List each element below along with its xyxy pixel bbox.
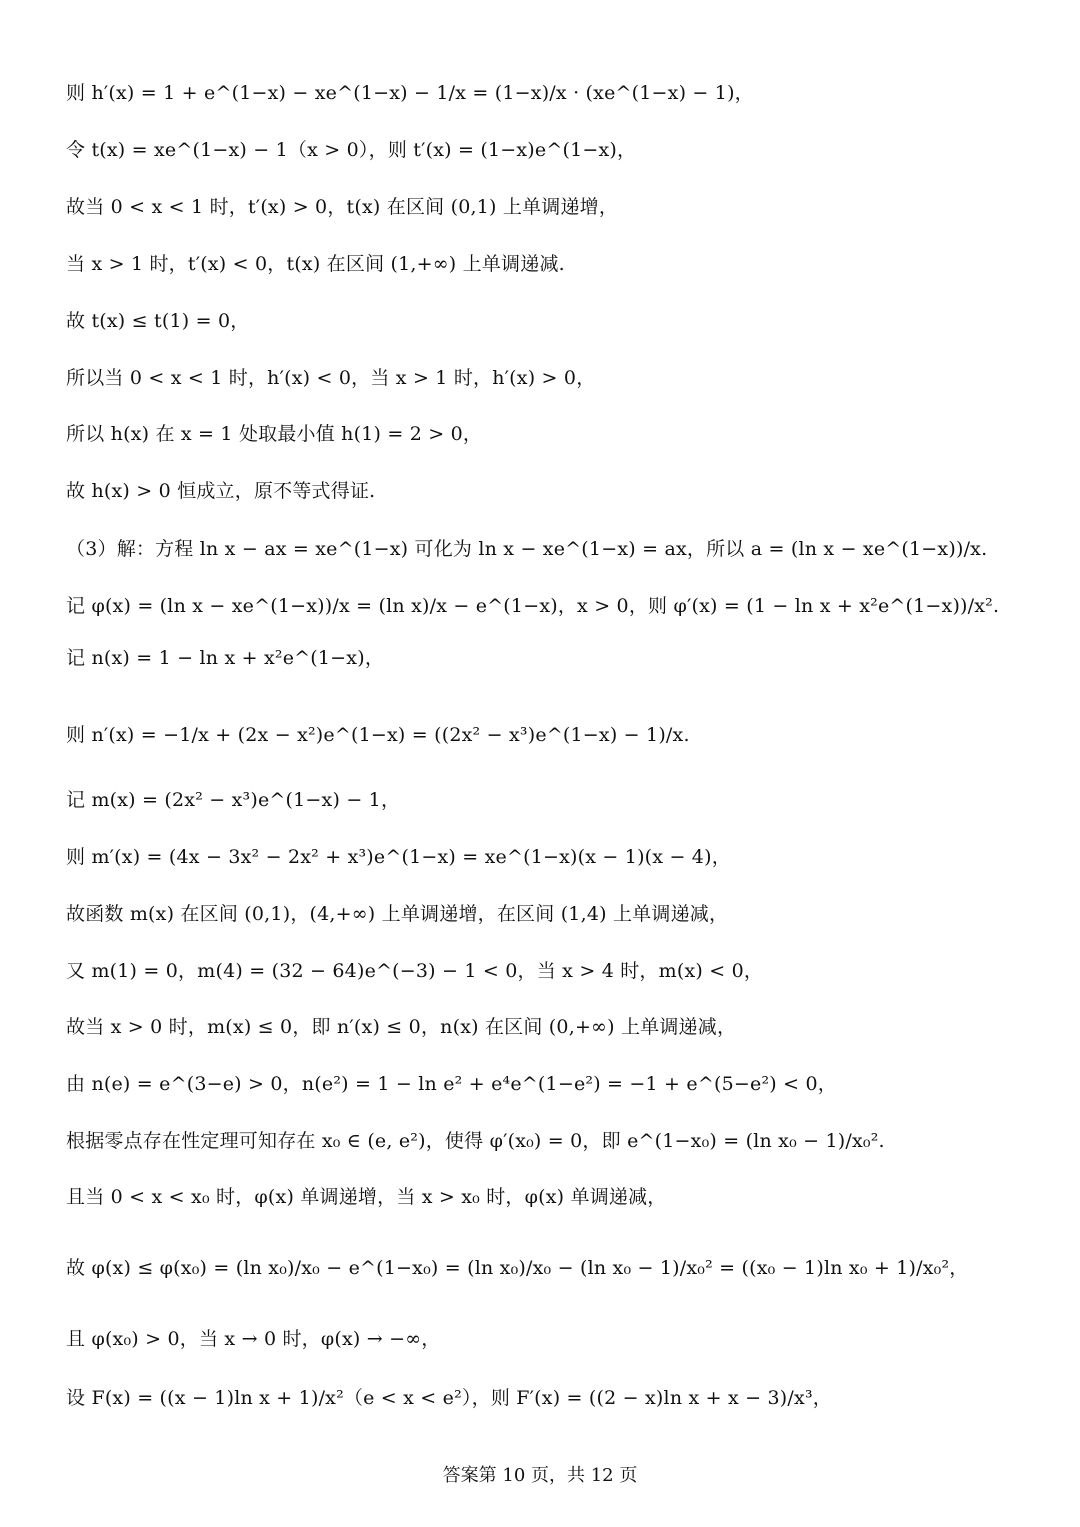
solution-line: 当 x > 1 时，t′(x) < 0，t(x) 在区间 (1,+∞) 上单调递减. — [66, 253, 565, 275]
solution-line: 故函数 m(x) 在区间 (0,1)，(4,+∞) 上单调递增，在区间 (1,4) 上单调递减， — [66, 903, 729, 925]
solution-line: 故 t(x) ≤ t(1) = 0， — [66, 310, 250, 332]
solution-line: 令 t(x) = xe^(1−x) − 1（x > 0），则 t′(x) = (1−x)e^(1−x)， — [66, 139, 637, 161]
solution-line: 所以当 0 < x < 1 时，h′(x) < 0，当 x > 1 时，h′(x) > 0， — [66, 367, 596, 389]
solution-line: 记 m(x) = (2x² − x³)e^(1−x) − 1， — [66, 789, 401, 811]
solution-line: 则 h′(x) = 1 + e^(1−x) − xe^(1−x) − 1/x = (1−x)/x · (xe^(1−x) − 1)， — [66, 82, 754, 104]
page-footer: 答案第 10 页，共 12 页 — [442, 1465, 638, 1486]
solution-line: 故当 x > 0 时，m(x) ≤ 0，即 n′(x) ≤ 0，n(x) 在区间 (0,+∞) 上单调递减， — [66, 1016, 737, 1038]
solution-line: 由 n(e) = e^(3−e) > 0，n(e²) = 1 − ln e² + e⁴e^(1−e²) = −1 + e^(5−e²) < 0， — [66, 1073, 837, 1095]
solution-line: 则 m′(x) = (4x − 3x² − 2x² + x³)e^(1−x) = xe^(1−x)(x − 1)(x − 4)， — [66, 846, 731, 868]
solution-line: 根据零点存在性定理可知存在 x₀ ∈ (e, e²)，使得 φ′(x₀) = 0，即 e^(1−x₀) = (ln x₀ − 1)/x₀². — [66, 1130, 885, 1152]
solution-line: 设 F(x) = ((x − 1)ln x + 1)/x²（e < x < e²），则 F′(x) = ((2 − x)ln x + x − 3)/x³， — [66, 1387, 832, 1409]
solution-line: 故 φ(x) ≤ φ(x₀) = (ln x₀)/x₀ − e^(1−x₀) = (ln x₀)/x₀ − (ln x₀ − 1)/x₀² = ((x₀ − 1)ln x₀ + 1)/x₀²， — [66, 1257, 969, 1279]
solution-line: 故 h(x) > 0 恒成立，原不等式得证. — [66, 480, 376, 502]
solution-line: 且 φ(x₀) > 0，当 x → 0 时，φ(x) → −∞， — [66, 1328, 441, 1350]
solution-line: 记 φ(x) = (ln x − xe^(1−x))/x = (ln x)/x − e^(1−x)，x > 0，则 φ′(x) = (1 − ln x + x²e^(1−x))/x². — [66, 595, 1000, 617]
solution-line: 又 m(1) = 0，m(4) = (32 − 64)e^(−3) − 1 < 0，当 x > 4 时，m(x) < 0， — [66, 960, 764, 982]
solution-line: 所以 h(x) 在 x = 1 处取最小值 h(1) = 2 > 0， — [66, 423, 483, 445]
solution-line: 则 n′(x) = −1/x + (2x − x²)e^(1−x) = ((2x² − x³)e^(1−x) − 1)/x. — [66, 724, 690, 746]
solution-line: 故当 0 < x < 1 时，t′(x) > 0，t(x) 在区间 (0,1) 上单调递增， — [66, 196, 619, 218]
solution-line: 且当 0 < x < x₀ 时，φ(x) 单调递增，当 x > x₀ 时，φ(x) 单调递减， — [66, 1186, 667, 1208]
solution-line: 记 n(x) = 1 − ln x + x²e^(1−x)， — [66, 647, 385, 669]
part-3-heading-line: （3）解：方程 ln x − ax = xe^(1−x) 可化为 ln x − xe^(1−x) = ax，所以 a = (ln x − xe^(1−x))/x. — [66, 538, 988, 560]
